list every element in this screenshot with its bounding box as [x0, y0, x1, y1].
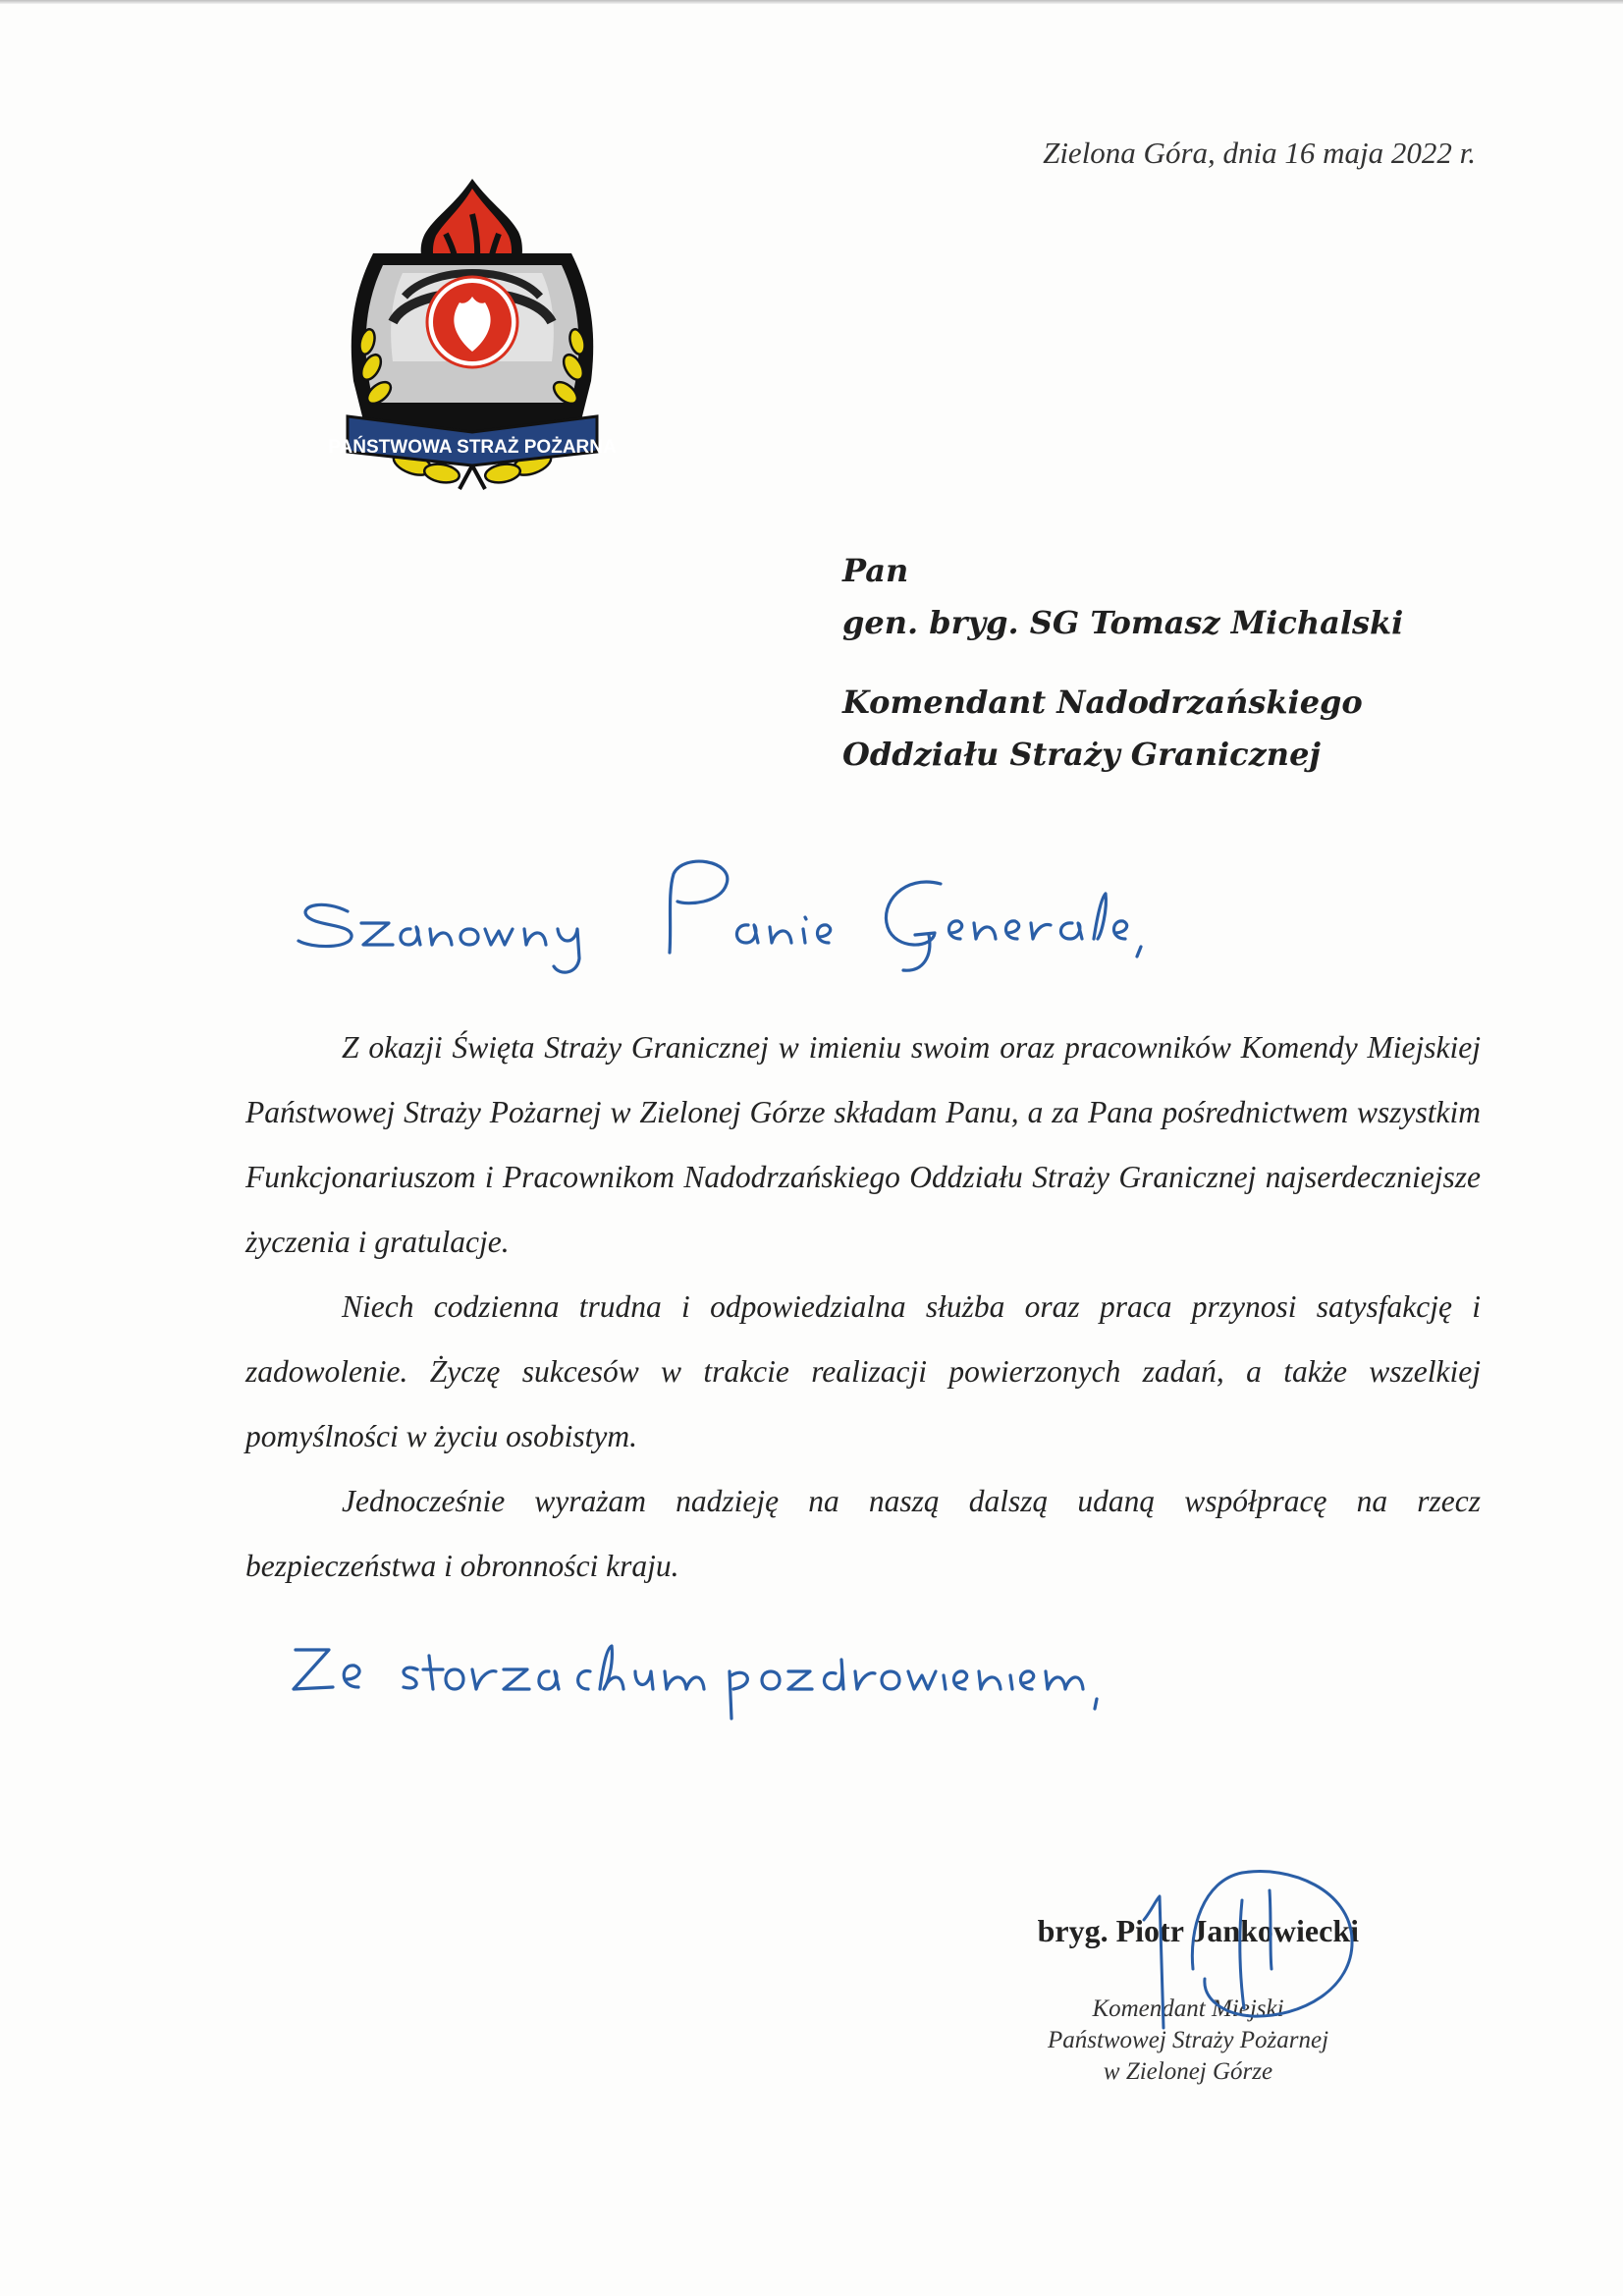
handwritten-signature	[1124, 1861, 1380, 2038]
recipient-position-line2: Oddziału Straży Granicznej	[842, 736, 1321, 773]
recipient-name: gen. bryg. SG Tomasz Michalski	[842, 604, 1404, 641]
recipient-position-line1: Komendant Nadodrzańskiego	[842, 683, 1363, 721]
body-paragraph-2: Niech codzienna trudna i odpowiedzialna służba oraz praca przynosi satysfakcję i zadowolenie. Życzę sukcesów w trakcie realizacji powierzonych zadań, a także wszelkiej pomyślności w życiu osobistym.	[245, 1289, 1481, 1453]
recipient-gap	[842, 649, 1403, 677]
recipient-block	[842, 545, 1403, 781]
fire-service-emblem-icon	[328, 175, 617, 505]
letter-body	[245, 1015, 1481, 1599]
date-line: Zielona Góra, dnia 16 maja 2022 r.	[1043, 136, 1476, 170]
emblem-ribbon-text: PAŃSTWOWA STRAŻ POŻARNA	[328, 437, 617, 458]
signer-title-line2: Państwowej Straży Pożarnej	[1047, 2027, 1329, 2053]
signer-title-line3: w Zielonej Górze	[1103, 2058, 1273, 2085]
body-paragraph-1: Z okazji Święta Straży Granicznej w imieniu swoim oraz pracowników Komendy Miejskiej Państwowej Straży Pożarnej w Zielonej Górze składam Panu, a za Pana pośrednictwem wszystkim Funkcjonariuszom i Pracownikom Nadodrzańskiego Oddziału Straży Granicznej najserdeczniejsze życzenia i gratulacje.	[245, 1030, 1481, 1259]
handwritten-salutation	[295, 854, 1178, 992]
scan-edge	[0, 0, 1623, 4]
recipient-salutation-title: Pan	[842, 552, 909, 589]
signer-title-line1: Komendant Miejski	[1092, 1995, 1284, 2022]
body-paragraph-3: Jednocześnie wyrażam nadzieję na naszą dalszą udaną współpracę na rzecz bezpieczeństwa i obronności kraju.	[245, 1484, 1481, 1583]
handwritten-closing	[280, 1620, 1134, 1728]
signer-name: bryg. Piotr Jankowiecki	[1037, 1913, 1359, 1948]
